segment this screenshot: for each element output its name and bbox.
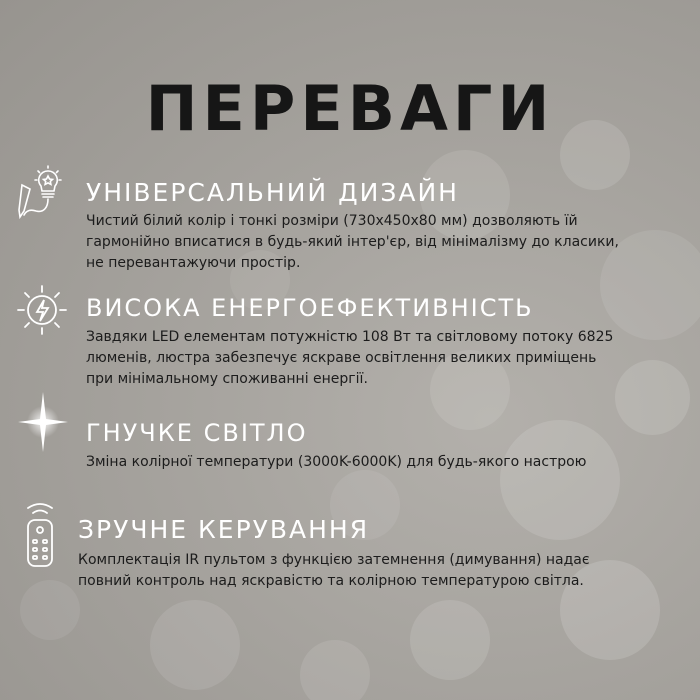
bokeh-light xyxy=(20,580,80,640)
bokeh-light xyxy=(150,600,240,690)
feature-heading: ГНУЧКЕ СВІТЛО xyxy=(86,419,308,447)
feature-energy-efficiency xyxy=(86,296,613,390)
bokeh-light xyxy=(300,640,370,700)
feature-text-line: при мінімальному споживанні енергії. xyxy=(86,371,368,387)
feature-text-line: не перевантажуючи простір. xyxy=(86,255,301,271)
feature-text-line: Зміна колірної температури (3000K-6000K) для будь-якого настрою xyxy=(86,454,587,470)
bokeh-light xyxy=(410,600,490,680)
feature-heading: ВИСОКА ЕНЕРГОЕФЕКТИВНІСТЬ xyxy=(86,294,534,322)
feature-text-line: Комплектація IR пультом з функцією затемнення (димування) надає xyxy=(78,552,590,568)
sparkle-icon xyxy=(16,390,70,454)
remote-control-icon xyxy=(20,500,60,570)
bokeh-light xyxy=(615,360,690,435)
feature-text-line: гармонійно вписатися в будь-який інтер'єр, від мінімалізму до класики, xyxy=(86,234,619,250)
feature-text-line: люменів, люстра забезпечує яскраве освітлення великих приміщень xyxy=(86,350,597,366)
lightbulb-pencil-icon xyxy=(8,165,72,227)
feature-convenient-control xyxy=(78,517,590,592)
feature-text-line: Чистий білий колір і тонкі розміри (730х450х80 мм) дозволяють їй xyxy=(86,213,578,229)
energy-bolt-icon xyxy=(14,282,70,338)
feature-heading: ЗРУЧНЕ КЕРУВАННЯ xyxy=(78,515,370,544)
feature-universal-design xyxy=(86,180,619,274)
page-title: ПЕРЕВАГИ xyxy=(145,72,555,145)
feature-text-line: повний контроль над яскравістю та колірною температурою світла. xyxy=(78,573,584,589)
feature-heading: УНІВЕРСАЛЬНИЙ ДИЗАЙН xyxy=(86,178,459,207)
feature-text-line: Завдяки LED елементам потужністю 108 Вт та світловому потоку 6825 xyxy=(86,329,614,345)
feature-flexible-light xyxy=(86,421,586,473)
